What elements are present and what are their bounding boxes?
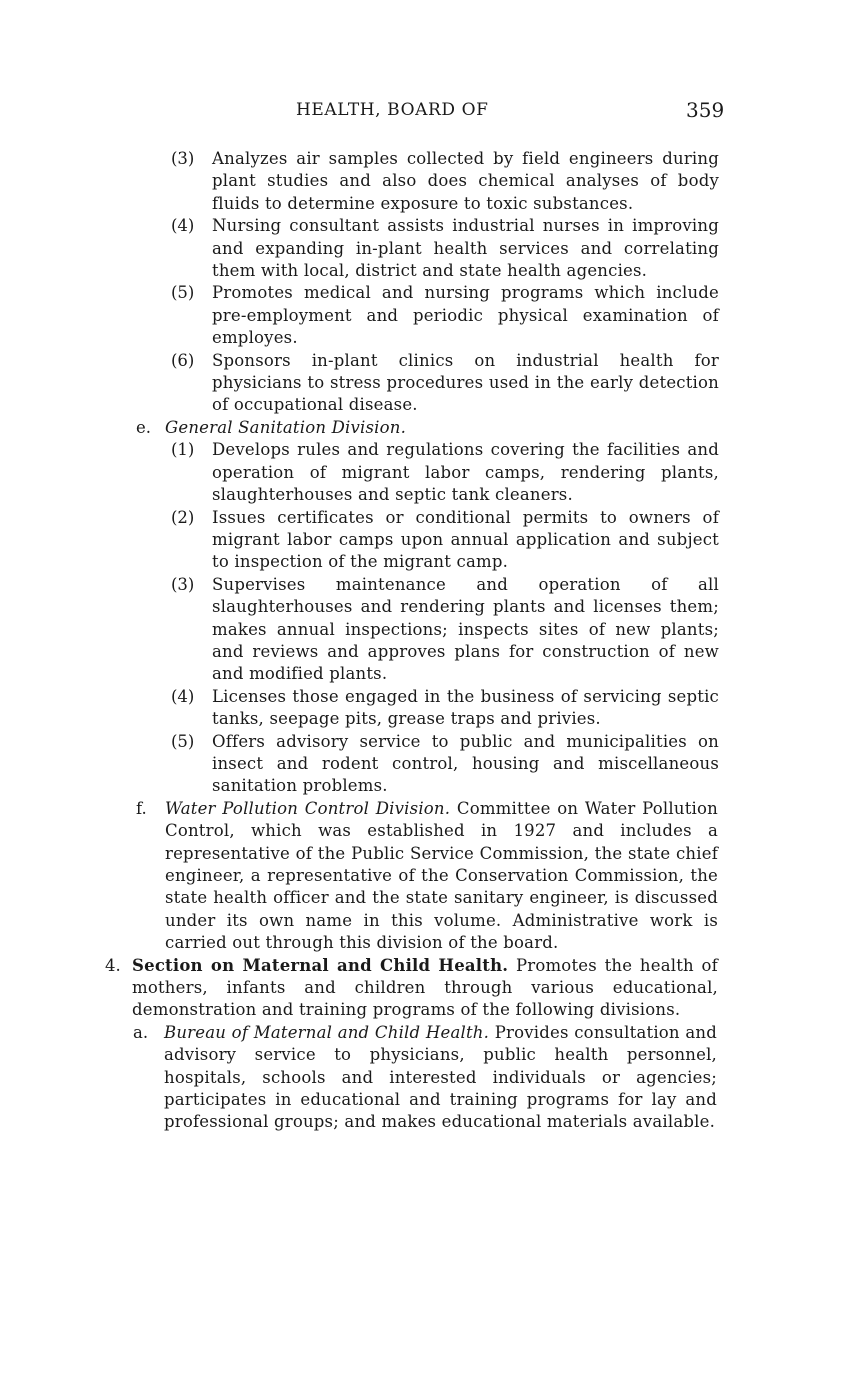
list-item [171,215,719,282]
item-marker: (4) [171,686,195,706]
item-text: Analyzes air samples collected by field engineers during plant studies and also does chemical analyses of body fluids to determine exposure to toxic substances. [212,149,719,213]
list-item [171,350,719,417]
division-heading [136,417,718,439]
list-item [171,148,719,215]
list-item [171,439,719,506]
item-marker: (3) [171,574,195,594]
item-marker: (3) [171,149,195,168]
item-text: Licenses those engaged in the business of servicing septic tanks, seepage pits, grease traps and privies. [212,686,719,729]
section-text: Promotes the health of mothers, infants and children through various educational, demonstration and training programs of the following divisions. [132,955,718,1020]
list-item [171,731,719,798]
division-paragraph [136,798,718,955]
section-paragraph [105,955,718,1022]
item-marker: (2) [171,507,195,527]
division-title: Water Pollution Control Division. [165,798,451,818]
item-text: Develops rules and regulations covering the facilities and operation of migrant labor camps, rendering plants, slaughterhouses and septic tank cleaners. [212,440,719,505]
bureau-paragraph [133,1022,717,1134]
list-item [171,686,719,731]
body-text [0,148,859,1134]
item-text: Sponsors in-plant clinics on industrial health for physicians to stress procedures used in the early detection of occupational disease. [212,350,719,415]
item-text: Supervises maintenance and operation of all slaughterhouses and rendering plants and licenses them; makes annual inspections; inspects sites of new plants; and reviews and approves plans for construction of new and modified plants. [212,574,719,684]
section-title: Section on Maternal and Child Health. [132,955,509,975]
list-item [171,282,719,349]
item-text: Offers advisory service to public and municipalities on insect and rodent control, housing and miscellaneous sanitation problems. [212,731,719,796]
division-text: Committee on Water Pollution Control, which was established in 1927 and includes a representative of the Public Service Commission, the state chief engineer, a representative of the Conservation Commission, the state health officer and the state sanitary engineer, is discussed under its own name in this volume. Administrative work is carried out through this division of the board. [165,798,718,953]
item-marker: (4) [171,216,195,236]
item-marker: (1) [171,440,195,460]
division-marker: e. [136,417,152,437]
bureau-title: Bureau of Maternal and Child Health. [164,1022,490,1042]
item-text: Promotes medical and nursing programs which include pre-employment and periodic physical examination of employes. [212,283,719,348]
list-item [171,574,719,686]
list-item [171,507,719,574]
division-marker: f. [136,798,147,818]
item-marker: (5) [171,731,195,751]
item-text: Issues certificates or conditional permits to owners of migrant labor camps upon annual application and subject to inspection of the migrant camp. [212,507,719,572]
page-number: 359 [686,98,725,122]
item-marker: (5) [171,283,195,303]
bureau-text: Provides consultation and advisory service to physicians, public health personnel, hospitals, schools and interested individuals or agencies; participates in educational and training programs for lay and professional groups; and makes educational materials available. [164,1022,717,1132]
item-text: Nursing consultant assists industrial nurses in improving and expanding in-plant health services and correlating them with local, district and state health agencies. [212,216,719,281]
item-marker: (6) [171,350,195,370]
running-head [0,100,859,124]
division-title: General Sanitation Division. [165,417,407,437]
running-title: HEALTH, BOARD OF [296,100,489,120]
bureau-marker: a. [133,1022,149,1042]
section-marker: 4. [105,955,121,975]
